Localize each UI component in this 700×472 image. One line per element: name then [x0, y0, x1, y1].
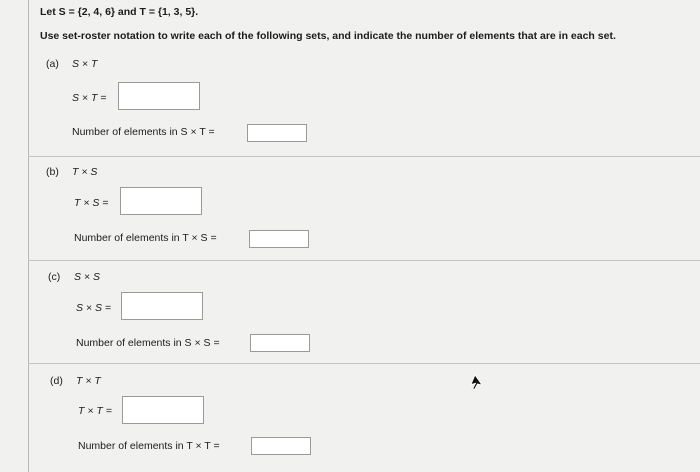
part-expression: S × T	[72, 58, 98, 70]
set-equation-label: S × T =	[72, 92, 107, 104]
count-answer-input[interactable]	[247, 124, 307, 142]
part-expression: T × T	[76, 375, 101, 387]
set-equation-label: T × T =	[78, 405, 112, 417]
count-label: Number of elements in T × T =	[78, 440, 220, 452]
given-sets: Let S = {2, 4, 6} and T = {1, 3, 5}.	[40, 6, 199, 18]
mouse-pointer-icon	[468, 374, 484, 392]
divider-a-b	[28, 156, 700, 157]
count-label: Number of elements in S × T =	[72, 126, 215, 138]
set-equation-label: T × S =	[74, 197, 109, 209]
divider-b-c	[28, 260, 700, 261]
part-expression: T × S	[72, 166, 98, 178]
left-margin-line	[28, 0, 29, 472]
part-label: (c)	[48, 271, 61, 283]
count-label: Number of elements in T × S =	[74, 232, 217, 244]
part-label: (a)	[46, 58, 59, 70]
part-label: (b)	[46, 166, 59, 178]
set-equation-label: S × S =	[76, 302, 112, 314]
divider-c-d	[28, 363, 700, 364]
set-answer-input[interactable]	[120, 187, 202, 215]
instructions: Use set-roster notation to write each of the following sets, and indicate the number of elements that are in each set.	[40, 30, 616, 42]
set-answer-input[interactable]	[122, 396, 204, 424]
count-answer-input[interactable]	[251, 437, 311, 455]
part-expression: S × S	[74, 271, 100, 283]
set-answer-input[interactable]	[118, 82, 200, 110]
count-label: Number of elements in S × S =	[76, 337, 220, 349]
count-answer-input[interactable]	[249, 230, 309, 248]
set-answer-input[interactable]	[121, 292, 203, 320]
part-label: (d)	[50, 375, 63, 387]
count-answer-input[interactable]	[250, 334, 310, 352]
